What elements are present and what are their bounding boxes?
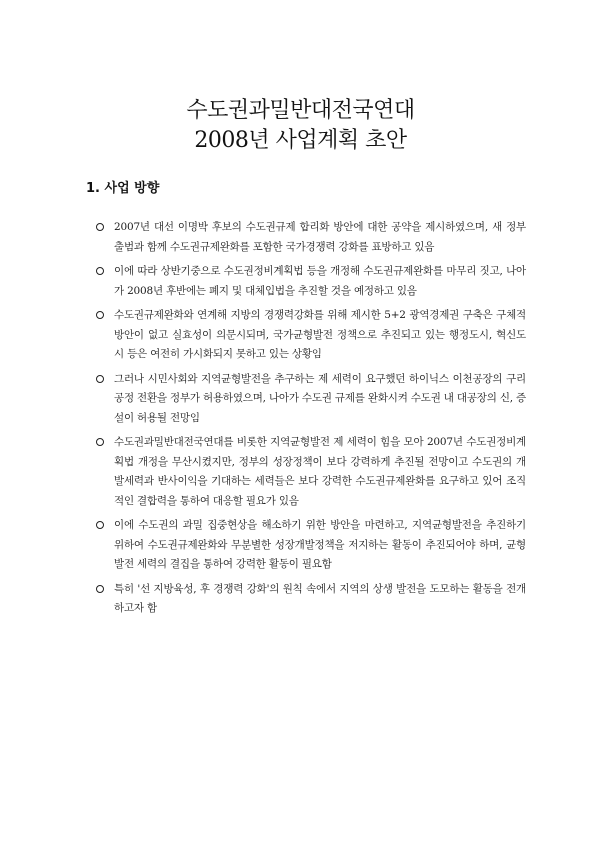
list-item-text: 2007년 대선 이명박 후보의 수도권규제 합리화 방안에 대한 공약을 제시하였으며, 새 정부 출범과 함께 수도권규제완화를 포함한 국가경쟁력 강화를 표방하고 있음 <box>114 221 526 253</box>
list-item-text: 그러나 시민사회와 지역균형발전을 추구하는 제 세력이 요구했던 하이닉스 이천공장의 구리공정 전환을 정부가 허용하였으며, 나아가 수도권 규제를 완화시켜 수도권 내 대공장의 신, 증설이 허용될 전망임 <box>114 372 526 424</box>
circle-bullet-icon <box>96 375 104 383</box>
list-item-text: 수도권규제완화와 연계해 지방의 경쟁력강화를 위해 제시한 5+2 광역경제권 구축은 구체적 방안이 없고 실효성이 의문시되며, 국가균형발전 정책으로 추진되고 있는 행정도시, 혁신도시 등은 여전히 가시화되지 못하고 있는 상황임 <box>114 309 526 360</box>
list-item <box>96 580 526 619</box>
list-item <box>96 262 526 301</box>
title-organization: 수도권과밀반대전국연대 <box>186 98 415 123</box>
bullet-list <box>96 218 526 624</box>
circle-bullet-icon <box>96 521 104 529</box>
circle-bullet-icon <box>96 311 104 319</box>
list-item <box>96 218 526 257</box>
circle-bullet-icon <box>96 223 104 231</box>
circle-bullet-icon <box>96 585 104 593</box>
section-heading: 1. 사업 방향 <box>86 181 160 196</box>
list-item <box>96 370 526 429</box>
list-item-text: 특히 '선 지방육성, 후 경쟁력 강화'의 원칙 속에서 지역의 상생 발전을 도모하는 활동을 전개하고자 함 <box>114 582 526 614</box>
list-item-text: 수도권과밀반대전국연대를 비롯한 지역균형발전 제 세력이 힘을 모아 2007년 수도권정비계획법 개정을 무산시켰지만, 정부의 성장정책이 보다 강력하게 추진될 전망이고 수도권의 개발세력과 반사이익을 기대하는 세력들은 보다 강력한 수도권규제완화를 요구하고 있어 조직적인 결합력을 통하여 대응할 필요가 있음 <box>114 436 526 507</box>
list-item <box>96 433 526 511</box>
circle-bullet-icon <box>96 438 104 446</box>
list-item-text: 이에 수도권의 과밀 집중현상을 해소하기 위한 방안을 마련하고, 지역균형발전을 추진하기 위하여 수도권규제완화와 무분별한 성장개발정책을 저지하는 활동이 추진되어야 하며, 균형발전 세력의 결집을 통하여 강력한 활동이 필요함 <box>114 519 526 570</box>
document-title <box>0 96 601 156</box>
title-plan: 2008년 사업계획 초안 <box>194 128 407 153</box>
list-item-text: 이에 따라 상반기중으로 수도권정비계획법 등을 개정해 수도권규제완화를 마무리 짓고, 나아가 2008년 후반에는 폐지 및 대체입법을 추진할 것을 예정하고 있음 <box>114 265 526 297</box>
list-item <box>96 306 526 365</box>
list-item <box>96 516 526 575</box>
circle-bullet-icon <box>96 267 104 275</box>
